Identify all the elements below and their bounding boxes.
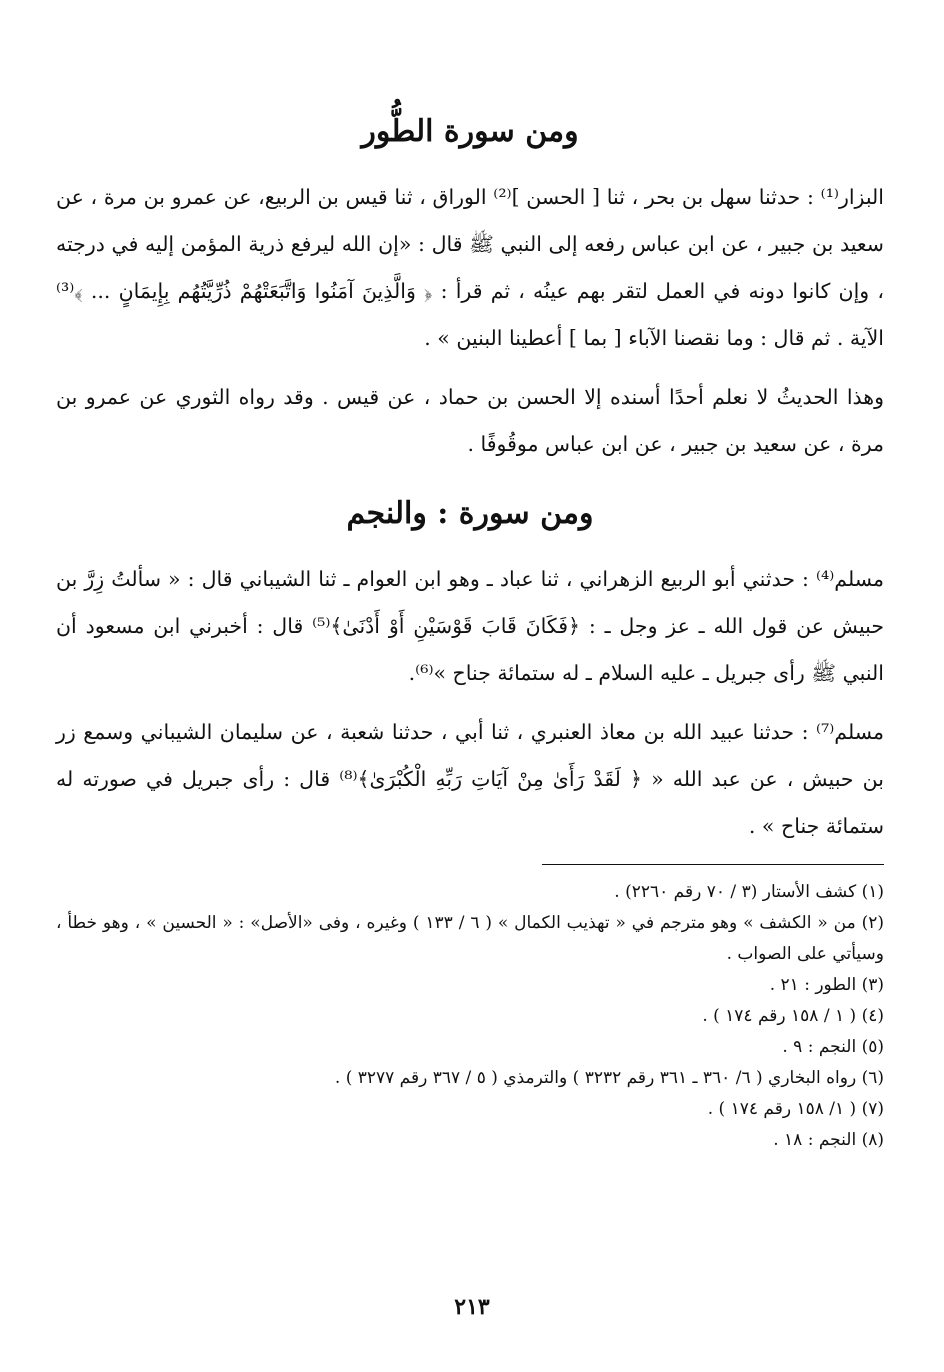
footnote-5: (٥) النجم : ٩ . [782,1037,884,1057]
footnote-1: (١) كشف الأستار (٣ / ٧٠ رقم ٢٢٦٠) . [614,882,884,902]
commentary-paragraph: وهذا الحديثُ لا نعلم أحدًا أسنده إلا الحسن بن حماد ، عن قيس . وقد رواه الثوري عن عمرو بن مرة ، عن سعيد بن جبير ، عن ابن عباس موقُوفًا . [56,385,884,456]
footnote-2: (٢) من « الكشف » وهو مترجم في « تهذيب الكمال » ( ٦ / ١٣٣ ) وغيره ، وفى «الأصل» : « الحسين » ، وهو خطأ ، وسيأتي على الصواب . [56,913,884,964]
footnote-3: (٣) الطور : ٢١ . [769,975,884,995]
section-title-tur: ومن سورة الطُّور [361,114,579,149]
footnote-4: (٤) ( ١ / ١٥٨ رقم ١٧٤ ) . [702,1006,884,1026]
page-number: ٢١٣ [454,1294,490,1320]
hadith-paragraph-muslim-1: مسلم⁽⁴⁾ : حدثني أبو الربيع الزهراني ، ثنا عباد ـ وهو ابن العوام ـ ثنا الشيباني قال : « سألتُ زِرَّ بن حبيش عن قول الله ـ عز وجل ـ : ﴿فَكَانَ قَابَ قَوْسَيْنِ أَوْ أَدْنَىٰ﴾⁽⁵⁾ قال : أخبرني ابن مسعود أن النبي ﷺ رأى جبريل ـ عليه السلام ـ له ستمائة جناح »⁽⁶⁾. [56,567,884,685]
footnote-8: (٨) النجم : ١٨ . [773,1130,884,1150]
section-title-najm: ومن سورة : والنجم [346,496,594,531]
footnote-7: (٧) ( ١/ ١٥٨ رقم ١٧٤ ) . [707,1099,884,1119]
hadith-paragraph-muslim-2: مسلم⁽⁷⁾ : حدثنا عبيد الله بن معاذ العنبري ، ثنا أبي ، حدثنا شعبة ، عن سليمان الشيباني وسمع زر بن حبيش ، عن عبد الله « ﴿ لَقَدْ رَأَىٰ مِنْ آيَاتِ رَبِّهِ الْكُبْرَىٰ﴾⁽⁸⁾ قال : رأى جبريل في صورته له ستمائة جناح » . [56,720,884,838]
footnotes [56,877,884,1156]
hadith-paragraph-bazzar: البزار⁽¹⁾ : حدثنا سهل بن بحر ، ثنا [ الحسن ]⁽²⁾ الوراق ، ثنا قيس بن الربيع، عن عمرو بن مرة ، عن سعيد بن جبير ، عن ابن عباس رفعه إلى النبي ﷺ قال : «إن الله ليرفع ذرية المؤمن إليه في درجته ، وإن كانوا دونه في العمل لتقر بهم عينُه ، ثم قرأ : ﴿ وَالَّذِينَ آمَنُوا وَاتَّبَعَتْهُمْ ذُرِّيَّتُهُم بِإِيمَانٍ ... ﴾⁽³⁾ الآية . ثم قال : وما نقصنا الآباء [ بما ] أعطينا البنين » . [56,185,884,350]
footnote-6: (٦) رواه البخاري ( ٦/ ٣٦٠ ـ ٣٦١ رقم ٣٢٣٢ ) والترمذي ( ٥ / ٣٦٧ رقم ٣٢٧٧ ) . [334,1068,884,1088]
footnote-separator [542,864,884,865]
